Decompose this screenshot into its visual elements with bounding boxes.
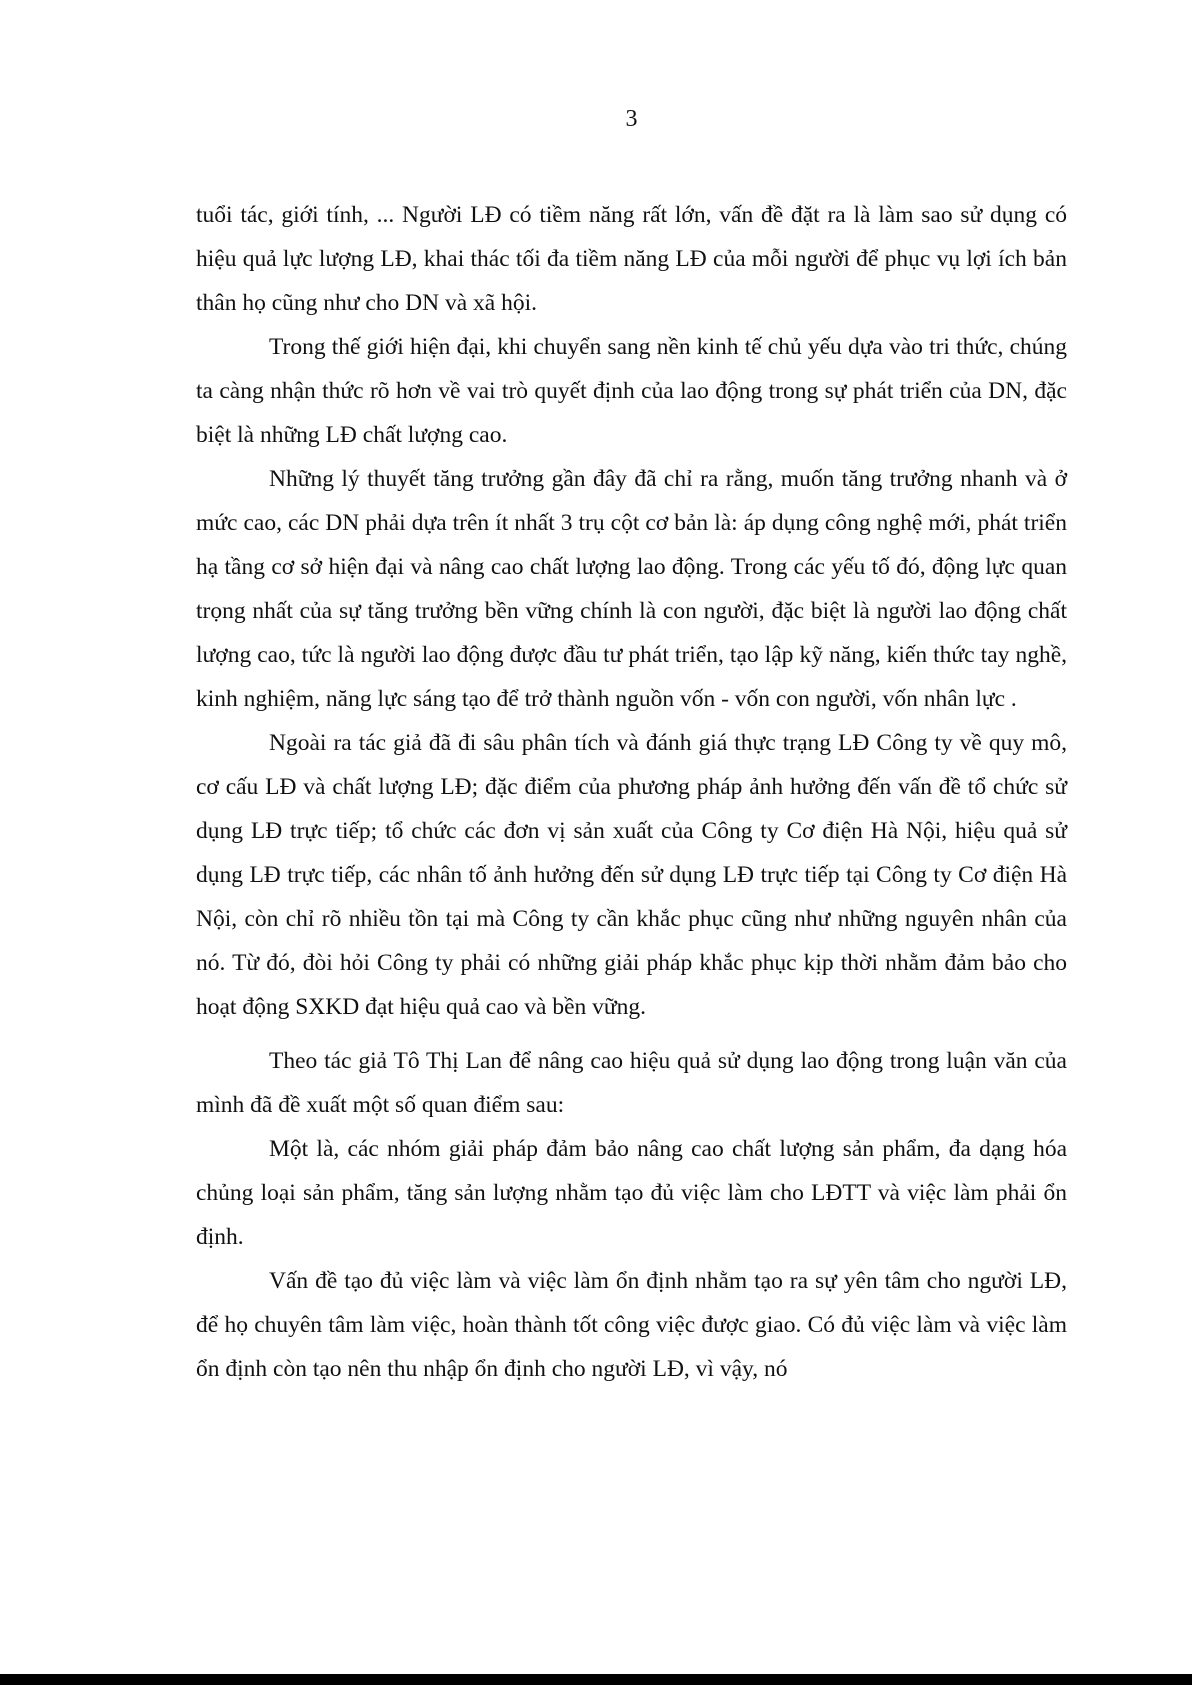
paragraph-author-analysis: Ngoài ra tác giả đã đi sâu phân tích và đánh giá thực trạng LĐ Công ty về quy mô, cơ cấu LĐ và chất lượng LĐ; đặc điểm của phương pháp ảnh hưởng đến vấn đề tổ chức sử dụng LĐ trực tiếp; tổ chức các đơn vị sản xuất của Công ty Cơ điện Hà Nội, hiệu quả sử dụng LĐ trực tiếp, các nhân tố ảnh hưởng đến sử dụng LĐ trực tiếp tại Công ty Cơ điện Hà Nội, còn chỉ rõ nhiều tồn tại mà Công ty cần khắc phục cũng như những nguyên nhân của nó. Từ đó, đòi hỏi Công ty phải có những giải pháp khắc phục kịp thời nhằm đảm bảo cho hoạt động SXKD đạt hiệu quả cao và bền vững.: [196, 730, 1067, 1020]
body-text: [196, 193, 1067, 1391]
bottom-edge-bar: [0, 1674, 1192, 1685]
paragraph-growth-theory: Những lý thuyết tăng trưởng gần đây đã chỉ ra rằng, muốn tăng trưởng nhanh và ở mức cao, các DN phải dựa trên ít nhất 3 trụ cột cơ bản là: áp dụng công nghệ mới, phát triển hạ tầng cơ sở hiện đại và nâng cao chất lượng lao động. Trong các yếu tố đó, động lực quan trọng nhất của sự tăng trưởng bền vững chính là con người, đặc biệt là người lao động chất lượng cao, tức là người lao động được đầu tư phát triển, tạo lập kỹ năng, kiến thức tay nghề, kinh nghiệm, năng lực sáng tạo để trở thành nguồn vốn - vốn con người, vốn nhân lực .: [196, 466, 1067, 712]
paragraph-modern-world: Trong thế giới hiện đại, khi chuyển sang nền kinh tế chủ yếu dựa vào tri thức, chúng ta càng nhận thức rõ hơn về vai trò quyết định của lao động trong sự phát triển của DN, đặc biệt là những LĐ chất lượng cao.: [196, 334, 1067, 448]
paragraph-solution-one: Một là, các nhóm giải pháp đảm bảo nâng cao chất lượng sản phẩm, đa dạng hóa chủng loại sản phẩm, tăng sản lượng nhằm tạo đủ việc làm cho LĐTT và việc làm phải ổn định.: [196, 1136, 1067, 1250]
paragraph-continuation: tuổi tác, giới tính, ... Người LĐ có tiềm năng rất lớn, vấn đề đặt ra là làm sao sử dụng có hiệu quả lực lượng LĐ, khai thác tối đa tiềm năng LĐ của mỗi người để phục vụ lợi ích bản thân họ cũng như cho DN và xã hội.: [196, 202, 1067, 316]
page-number: 3: [625, 106, 638, 132]
paragraph-author-proposal: Theo tác giả Tô Thị Lan để nâng cao hiệu quả sử dụng lao động trong luận văn của mình đã đề xuất một số quan điểm sau:: [196, 1048, 1067, 1118]
paragraph-employment-stability: Vấn đề tạo đủ việc làm và việc làm ổn định nhằm tạo ra sự yên tâm cho người LĐ, để họ chuyên tâm làm việc, hoàn thành tốt công việc được giao. Có đủ việc làm và việc làm ổn định còn tạo nên thu nhập ổn định cho người LĐ, vì vậy, nó: [196, 1268, 1067, 1382]
